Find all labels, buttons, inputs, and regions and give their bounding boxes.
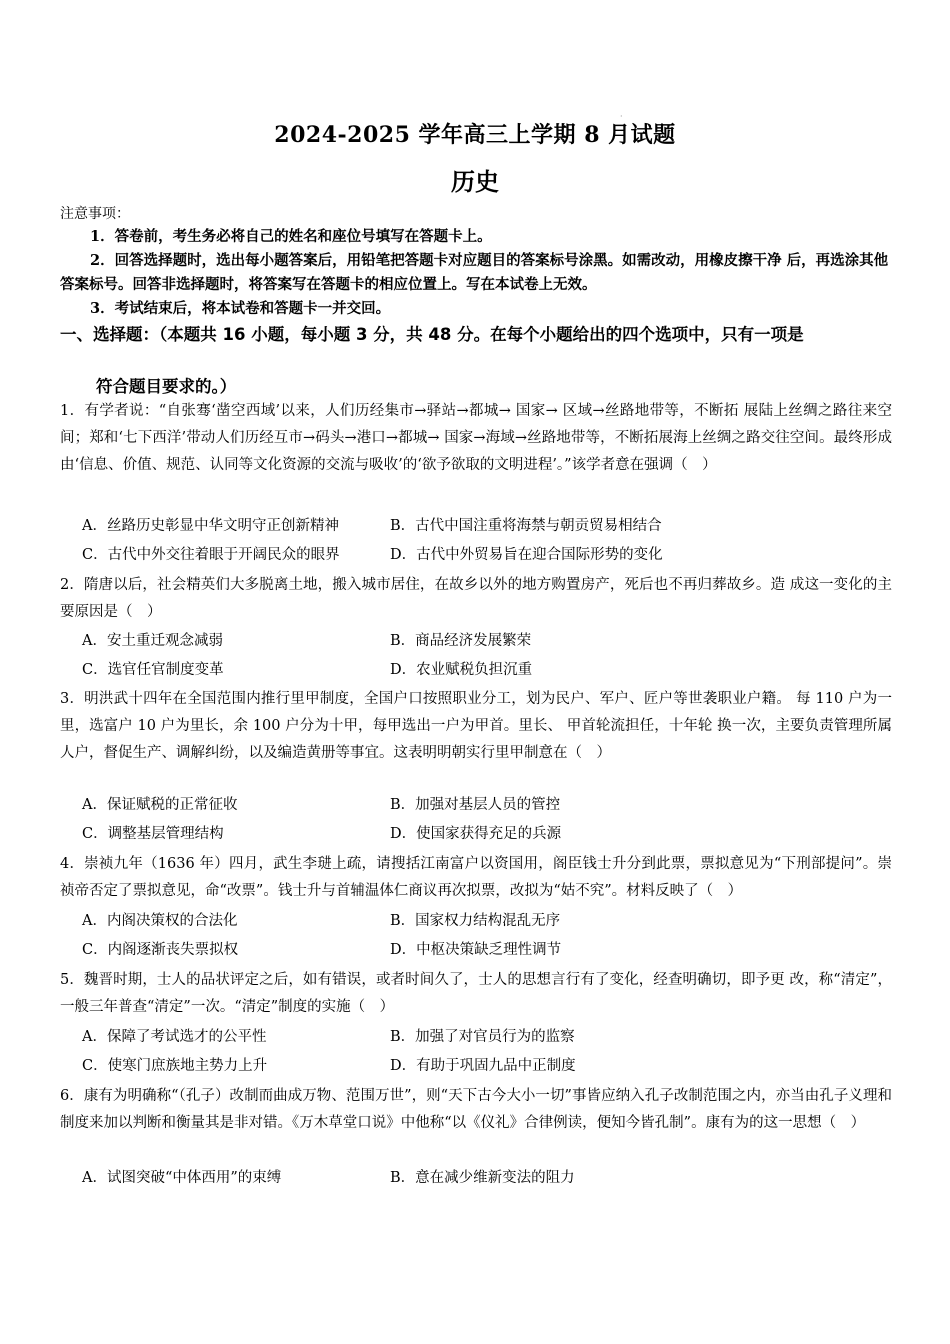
question-2-option-c[interactable]: C．选官任官制度变革 [82,662,224,678]
question-5-option-b[interactable]: B．加强了对官员行为的监察 [390,1029,575,1045]
question-2-option-a[interactable]: A．安土重迁观念减弱 [82,633,223,649]
question-1-stem: 1．有学者说：“自张骞‘凿空西域’以来，人们历经集市→驿站→都城→ 国家→ 区域→丝路地带等，不断拓 展陆上丝绸之路往来空间；郑和‘七下西洋’带动人们历经互市→码头→港口→都城→ 国家→海域→丝路地带等，不断拓展海上丝绸之路交往空间。最终形成由‘信息、价值、规范、认同等文化资源的交流与吸收’的‘欲予欲取的文明进程’。”该学者意在强调（ ） [60,403,892,473]
question-4-option-c[interactable]: C．内阁逐渐丧失票拟权 [82,942,239,958]
scan-dot: · [620,112,623,121]
question-5-stem: 5．魏晋时期，士人的品状评定之后，如有错误，或者时间久了，士人的思想言行有了变化，经查明确切，即予更 改，称“清定”，一般三年普查“清定”一次。“清定”制度的实施（ ） [60,972,892,1015]
question-2-stem: 2．隋唐以后，社会精英们大多脱离土地，搬入城市居住，在故乡以外的地方购置房产，死后也不再归葬故乡。造 成这一变化的主要原因是（ ） [60,577,892,620]
question-6-stem: 6．康有为明确称“（孔子）改制而曲成万物、范围万世”，则“天下古今大小一切”事皆应纳入孔子改制范围之内，亦当由孔子义理和制度来加以判断和衡量其是非对错。《万木草堂口说》中他称“以《仪礼》合律例读，便知今皆孔制”。康有为的这一思想（ ） [60,1088,892,1131]
question-5-option-a[interactable]: A．保障了考试选才的公平性 [82,1029,267,1045]
question-3-stem: 3．明洪武十四年在全国范围内推行里甲制度，全国户口按照职业分工，划为民户、军户、匠户等世袭职业户籍。 每 110 户为一里，选富户 10 户为里长，余 100 户分为十甲，每甲选出一户为甲首。里长、 甲首轮流担任，十年轮 换一次，主要负责管理所属人户，督促生产、调解纠纷，以及编造黄册等事宜。这表明明朝实行里甲制意在（ ） [60,691,892,761]
question-4-option-d[interactable]: D．中枢决策缺乏理性调节 [390,942,562,958]
question-6-option-a[interactable]: A．试图突破“中体西用”的束缚 [82,1170,282,1186]
question-5-option-c[interactable]: C．使寒门庶族地主势力上升 [82,1058,268,1074]
notice-item-3: 3．考试结束后，将本试卷和答题卡一并交回。 [90,300,391,317]
question-3-option-b[interactable]: B．加强对基层人员的管控 [390,797,561,813]
question-3-option-d[interactable]: D．使国家获得充足的兵源 [390,826,562,842]
exam-title: 2024-2025 学年高三上学期 8 月试题 [274,122,676,148]
question-5-option-d[interactable]: D．有助于巩固九品中正制度 [390,1058,576,1074]
question-4-stem: 4．崇祯九年（1636 年）四月，武生李琎上疏，请搜括江南富户以资国用，阁臣钱士升分到此票，票拟意见为“下刑部提问”。崇祯帝否定了票拟意见，命“改票”。钱士升与首辅温体仁商议再次拟票，改拟为“姑不究”。材料反映了（ ） [60,856,892,899]
subject-title: 历史 [451,167,499,196]
section-heading: 一、选择题：（本题共 16 小题，每小题 3 分，共 48 分。在每个小题给出的四个选项中，只有一项是 [60,325,804,344]
question-1-option-d[interactable]: D．古代中外贸易旨在迎合国际形势的变化 [390,547,663,563]
question-3-option-a[interactable]: A．保证赋税的正常征收 [82,797,238,813]
question-1-option-a[interactable]: A．丝路历史彰显中华文明守正创新精神 [82,518,339,534]
notice-label: 注意事项： [60,206,130,222]
question-4-option-a[interactable]: A．内阁决策权的合法化 [82,913,238,929]
question-2-option-b[interactable]: B．商品经济发展繁荣 [390,633,532,649]
question-1-option-b[interactable]: B．古代中国注重将海禁与朝贡贸易相结合 [390,518,662,534]
notice-item-1: 1．答卷前，考生务必将自己的姓名和座位号填写在答题卡上。 [90,228,492,245]
section-heading-cont: 符合题目要求的。） [96,377,237,396]
question-4-option-b[interactable]: B．国家权力结构混乱无序 [390,913,561,929]
notice-item-2: 2．回答选择题时，选出每小题答案后，用铅笔把答题卡对应题目的答案标号涂黑。如需改动，用橡皮擦干净 后，再选涂其他答案标号。回答非选择题时，将答案写在答题卡的相应位置上。写在本试卷上无效。 [60,252,889,293]
question-3-option-c[interactable]: C．调整基层管理结构 [82,826,224,842]
question-6-option-b[interactable]: B．意在减少维新变法的阻力 [390,1170,575,1186]
question-1-option-c[interactable]: C．古代中外交往着眼于开阔民众的眼界 [82,547,340,563]
question-2-option-d[interactable]: D．农业赋税负担沉重 [390,662,533,678]
